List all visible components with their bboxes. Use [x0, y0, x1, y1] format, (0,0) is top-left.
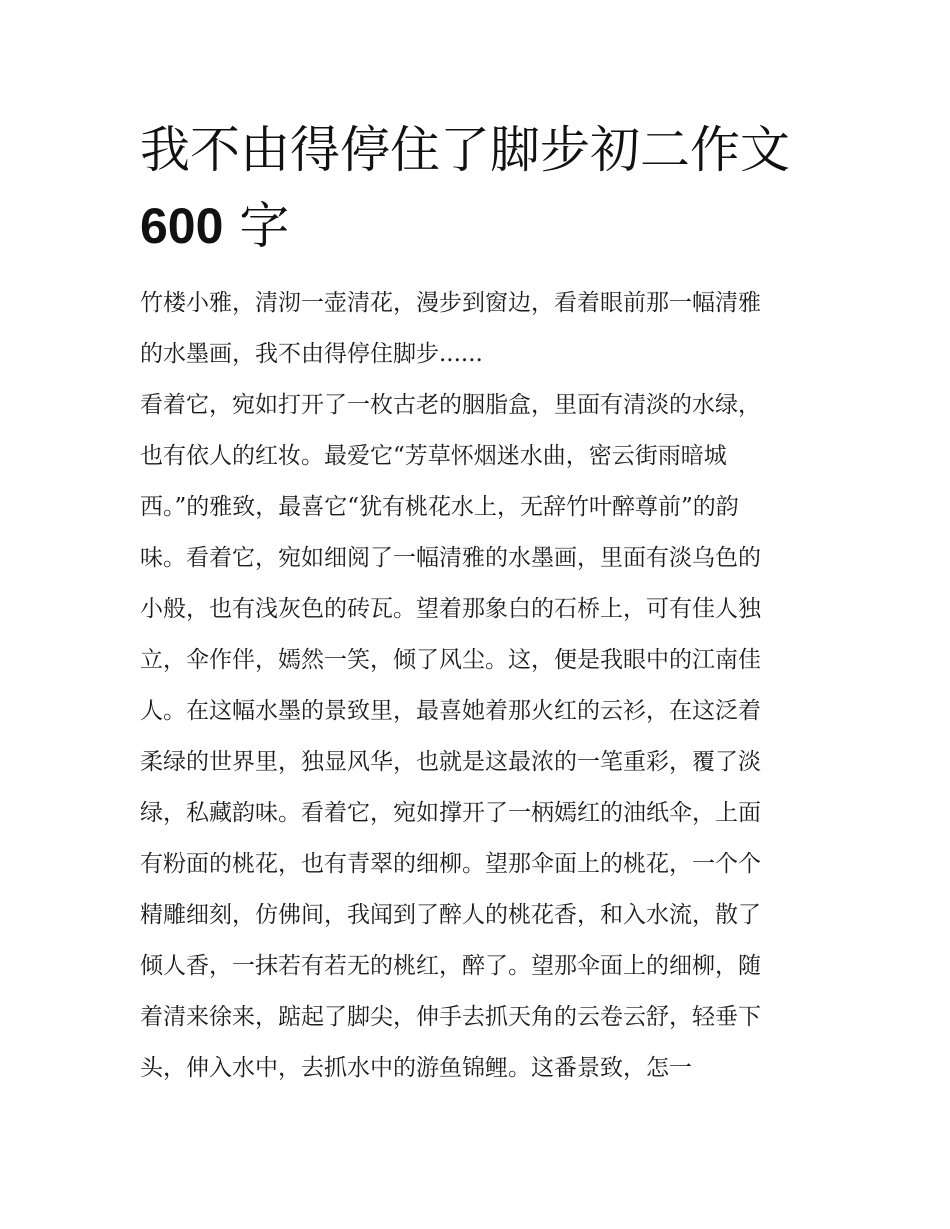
page-title	[140, 112, 820, 264]
text-line: 柔绿的世界里，独显风华，也就是这最浓的一笔重彩，覆了淡	[140, 749, 761, 775]
text-line: 有粉面的桃花，也有青翠的细柳。望那伞面上的桃花，一个个	[140, 851, 761, 877]
title-line-1: 我不由得停住了脚步初二作文	[140, 121, 790, 179]
title-number: 600	[140, 198, 224, 254]
paragraph-1	[140, 278, 820, 380]
paragraph-2	[140, 380, 820, 1094]
text-line: 西。”的雅致，最喜它“犹有桃花水上，无辞竹叶醉尊前”的韵	[140, 494, 739, 520]
text-line: 的水墨画，我不由得停住脚步......	[140, 341, 483, 367]
text-line: 着清来徐来，踮起了脚尖，伸手去抓天角的云卷云舒，轻垂下	[140, 1004, 761, 1030]
text-line: 味。看着它，宛如细阅了一幅清雅的水墨画，里面有淡乌色的	[140, 545, 761, 571]
text-line: 看着它，宛如打开了一枚古老的胭脂盒，里面有清淡的水绿，	[140, 392, 761, 418]
text-line: 倾人香，一抹若有若无的桃红，醉了。望那伞面上的细柳，随	[140, 953, 761, 979]
text-line: 小般，也有浅灰色的砖瓦。望着那象白的石桥上，可有佳人独	[140, 596, 761, 622]
text-line: 人。在这幅水墨的景致里，最喜她着那火红的云衫，在这泛着	[140, 698, 761, 724]
title-suffix: 字	[223, 197, 290, 255]
text-line: 立，伞作伴，嫣然一笑，倾了风尘。这，便是我眼中的江南佳	[140, 647, 761, 673]
text-line: 绿，私藏韵味。看着它，宛如撑开了一柄嫣红的油纸伞，上面	[140, 800, 761, 826]
text-line: 也有依人的红妆。最爱它“芳草怀烟迷水曲，密云街雨暗城	[140, 443, 727, 469]
essay-body	[140, 278, 820, 1094]
title-line-2	[140, 188, 820, 264]
text-line: 头，伸入水中，去抓水中的游鱼锦鲤。这番景致，怎一	[140, 1055, 692, 1081]
text-line: 精雕细刻，仿佛间，我闻到了醉人的桃花香，和入水流，散了	[140, 902, 761, 928]
text-line: 竹楼小雅，清沏一壶清花，漫步到窗边，看着眼前那一幅清雅	[140, 290, 761, 316]
